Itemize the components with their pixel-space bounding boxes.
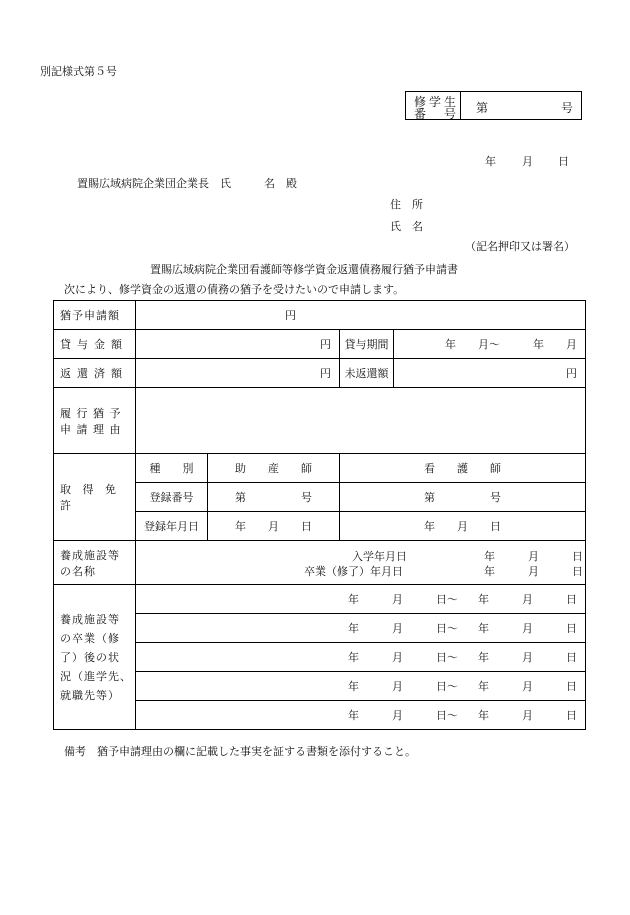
graduation-label: 卒業（修了）年月日 bbox=[304, 564, 403, 578]
school-label: 養成施設等 の名称 bbox=[54, 541, 136, 585]
status-period[interactable]: 年 月 日～ 年 月 日 bbox=[136, 672, 586, 701]
unpaid-value[interactable] bbox=[394, 359, 586, 388]
note: 備考 猶予申請理由の欄に記載した事実を証する書類を添付すること。 bbox=[64, 745, 416, 758]
status-period[interactable]: 年 月 日～ 年 月 日 bbox=[136, 701, 586, 730]
address-label: 住 所 bbox=[390, 198, 423, 211]
midwife-label: 助 産 師 bbox=[208, 454, 340, 483]
addressee: 置賜広域病院企業団企業長 氏 名 殿 bbox=[77, 177, 297, 190]
status-period[interactable]: 年 月 日～ 年 月 日 bbox=[136, 585, 586, 614]
unpaid-label: 未返還額 bbox=[340, 359, 394, 388]
loan-period-value[interactable]: 年 月～ 年 月 bbox=[394, 330, 586, 359]
seal-note: （記名押印又は署名） bbox=[465, 240, 575, 253]
intro-text: 次により、修学資金の返還の債務の猶予を受けたいので申請します。 bbox=[64, 283, 405, 296]
date-month: 月 bbox=[522, 155, 533, 168]
admission-label: 入学年月日 bbox=[352, 549, 407, 563]
application-table bbox=[53, 300, 586, 730]
type-label: 種 別 bbox=[136, 454, 208, 483]
midwife-reg-date[interactable]: 年 月 日 bbox=[208, 512, 340, 541]
name-label: 氏 名 bbox=[390, 220, 423, 233]
yen-unit: 円 bbox=[320, 367, 331, 380]
form-number: 別記様式第５号 bbox=[40, 65, 117, 78]
page-title: 置賜広域病院企業団看護師等修学資金返還債務履行猶予申請書 bbox=[150, 263, 458, 276]
student-number-box bbox=[405, 91, 582, 120]
status-period[interactable]: 年 月 日～ 年 月 日 bbox=[136, 614, 586, 643]
reg-date-label: 登録年月日 bbox=[136, 512, 208, 541]
date-year: 年 bbox=[485, 155, 496, 168]
row-deferral-amount bbox=[54, 301, 586, 330]
repaid-label: 返還済額 bbox=[54, 359, 136, 388]
student-number-suffix: 号 bbox=[561, 101, 574, 115]
student-number-prefix: 第 bbox=[476, 101, 489, 115]
deferral-amount-value[interactable] bbox=[136, 301, 586, 330]
yen-unit: 円 bbox=[285, 309, 296, 322]
nurse-reg-date[interactable]: 年 月 日 bbox=[340, 512, 586, 541]
date-day: 日 bbox=[558, 155, 569, 168]
reason-value[interactable] bbox=[136, 388, 586, 454]
status-period[interactable]: 年 月 日～ 年 月 日 bbox=[136, 643, 586, 672]
row-repaid-amount bbox=[54, 359, 586, 388]
student-number-label: 修学生 番 号 bbox=[406, 92, 461, 119]
row-license-type bbox=[54, 454, 586, 483]
repaid-value[interactable] bbox=[136, 359, 340, 388]
nurse-label: 看 護 師 bbox=[340, 454, 586, 483]
deferral-amount-label: 猶予申請額 bbox=[54, 301, 136, 330]
loan-amount-value[interactable] bbox=[136, 330, 340, 359]
reg-no-label: 登録番号 bbox=[136, 483, 208, 512]
row-school bbox=[54, 541, 586, 585]
loan-period-label: 貸与期間 bbox=[340, 330, 394, 359]
yen-unit: 円 bbox=[320, 338, 331, 351]
row-reason bbox=[54, 388, 586, 454]
loan-amount-label: 貸与金額 bbox=[54, 330, 136, 359]
row-loan-amount bbox=[54, 330, 586, 359]
yen-unit: 円 bbox=[566, 367, 578, 380]
nurse-reg-no[interactable]: 第 号 bbox=[340, 483, 586, 512]
license-label: 取 得 免 許 bbox=[54, 454, 136, 541]
midwife-reg-no[interactable]: 第 号 bbox=[208, 483, 340, 512]
school-dates[interactable] bbox=[136, 541, 586, 585]
reason-label: 履 行 猶 予 申 請 理 由 bbox=[54, 388, 136, 454]
status-label: 養成施設等 の卒業（修 了）後の状 況（進学先、 就職先等） bbox=[54, 585, 136, 730]
graduation-date[interactable]: 年 月 日 bbox=[484, 564, 583, 578]
admission-date[interactable]: 年 月 日 bbox=[484, 549, 583, 563]
status-row bbox=[54, 585, 586, 614]
